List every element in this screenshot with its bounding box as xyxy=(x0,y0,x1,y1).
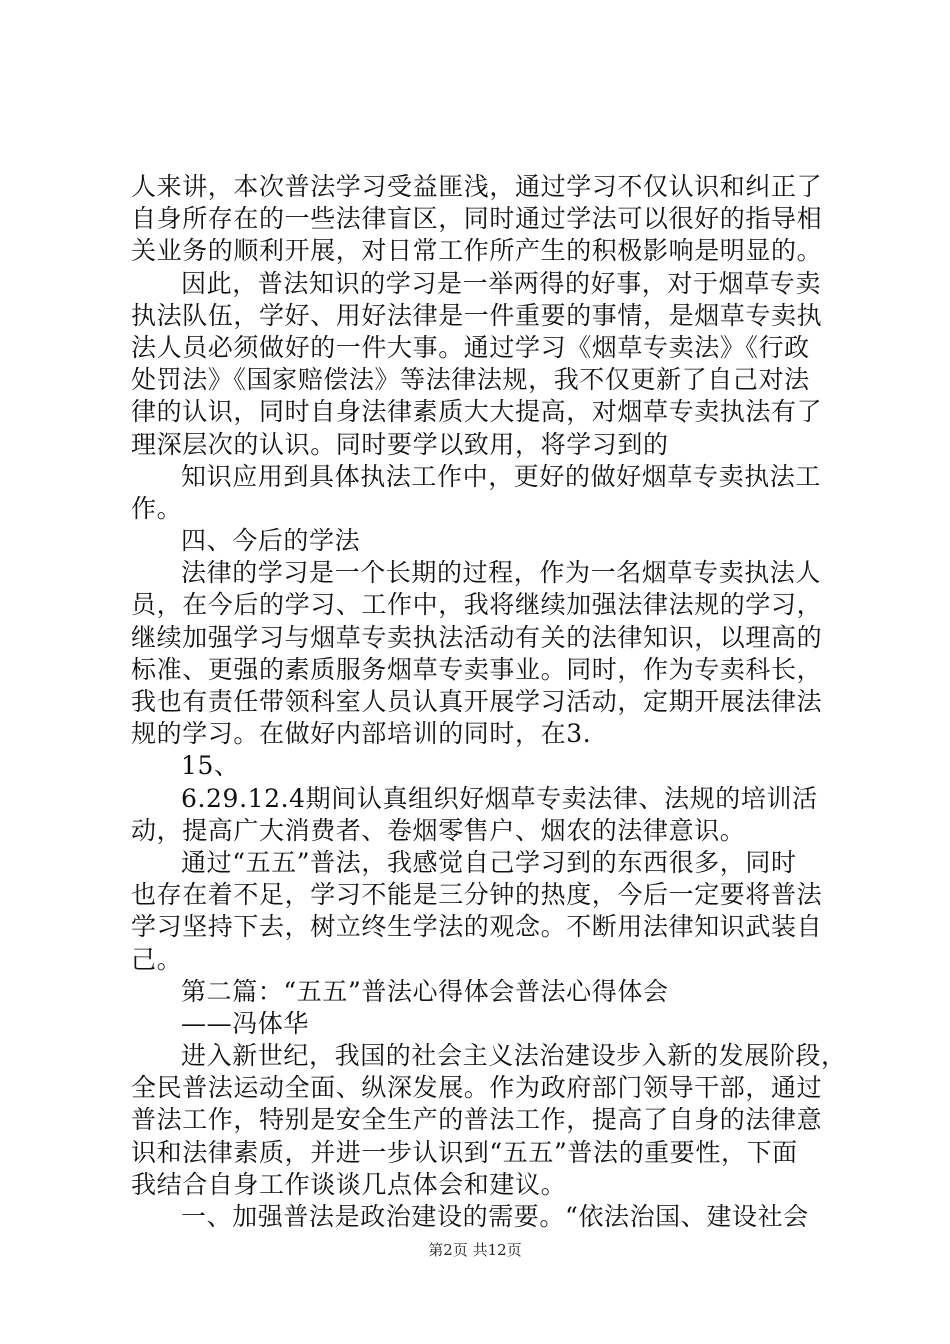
text-line: 也存在着不足，学习不能是三分钟的热度，今后一定要将普法 xyxy=(131,880,823,910)
page-footer: 第2页 共12页 xyxy=(428,1241,522,1259)
text-line: ——冯体华 xyxy=(181,1008,310,1038)
text-line: 处罚法》《国家赔偿法》等法律法规，我不仅更新了自己对法 xyxy=(131,365,810,395)
text-line: 执法队伍，学好、用好法律是一件重要的事情，是烟草专卖执 xyxy=(131,300,823,330)
text-line: 员，在今后的学习、工作中，我将继续加强法律法规的学习， xyxy=(131,590,823,620)
text-line: 通过“五五”普法，我感觉自己学习到的东西很多，同时 xyxy=(181,847,797,877)
text-line: 法人员必须做好的一件大事。通过学习《烟草专卖法》《行政 xyxy=(131,332,810,362)
text-line: 一、加强普法是政治建设的需要。“依法治国、建设社会 xyxy=(181,1202,809,1231)
text-line: 四、今后的学法 xyxy=(181,526,361,556)
text-line: 因此，普法知识的学习是一举两得的好事，对于烟草专卖 xyxy=(181,268,822,298)
text-line: 第二篇：“五五”普法心得体会普法心得体会 xyxy=(181,976,669,1006)
text-line: 动，提高广大消费者、卷烟零售户、烟农的法律意识。 xyxy=(131,815,746,845)
text-line: 进入新世纪，我国的社会主义法治建设步入新的发展阶段， xyxy=(181,1041,847,1071)
text-line: 识和法律素质，并进一步认识到“五五”普法的重要性，下面 xyxy=(131,1137,798,1167)
text-line: 知识应用到具体执法工作中，更好的做好烟草专卖执法工 xyxy=(181,461,822,491)
text-line: 6.29.12.4期间认真组织好烟草专卖法律、法规的培训活 xyxy=(181,783,818,813)
text-line: 学习坚持下去，树立终生学法的观念。不断用法律知识武装自 xyxy=(131,912,823,942)
text-line: 标准、更强的素质服务烟草专卖事业。同时，作为专卖科长， xyxy=(131,654,823,684)
text-line: 律的认识，同时自身法律素质大大提高，对烟草专卖执法有了 xyxy=(131,397,823,427)
text-line: 继续加强学习与烟草专卖执法活动有关的法律知识，以理高的 xyxy=(131,622,823,652)
text-line: 全民普法运动全面、纵深发展。作为政府部门领导干部，通过 xyxy=(131,1073,823,1103)
text-line: 我也有责任带领科室人员认真开展学习活动，定期开展法律法 xyxy=(131,687,823,716)
text-line: 我结合自身工作谈谈几点体会和建议。 xyxy=(131,1169,567,1199)
text-line: 理深层次的认识。同时要学以致用，将学习到的 xyxy=(131,429,669,459)
text-line: 己。 xyxy=(131,944,183,974)
text-line: 法律的学习是一个长期的过程，作为一名烟草专卖执法人 xyxy=(181,558,822,588)
text-line: 自身所存在的一些法律盲区，同时通过学法可以很好的指导相 xyxy=(131,204,823,234)
text-line: 15、 xyxy=(181,751,240,781)
document-body xyxy=(131,171,847,1233)
text-line: 规的学习。在做好内部培训的同时，在3. xyxy=(131,719,592,749)
text-line: 普法工作，特别是安全生产的普法工作，提高了自身的法律意 xyxy=(131,1105,823,1135)
text-line: 关业务的顺利开展，对日常工作所产生的积极影响是明显的。 xyxy=(131,236,823,266)
text-line: 作。 xyxy=(131,493,183,523)
text-line: 人来讲，本次普法学习受益匪浅，通过学习不仅认识和纠正了 xyxy=(131,172,823,201)
